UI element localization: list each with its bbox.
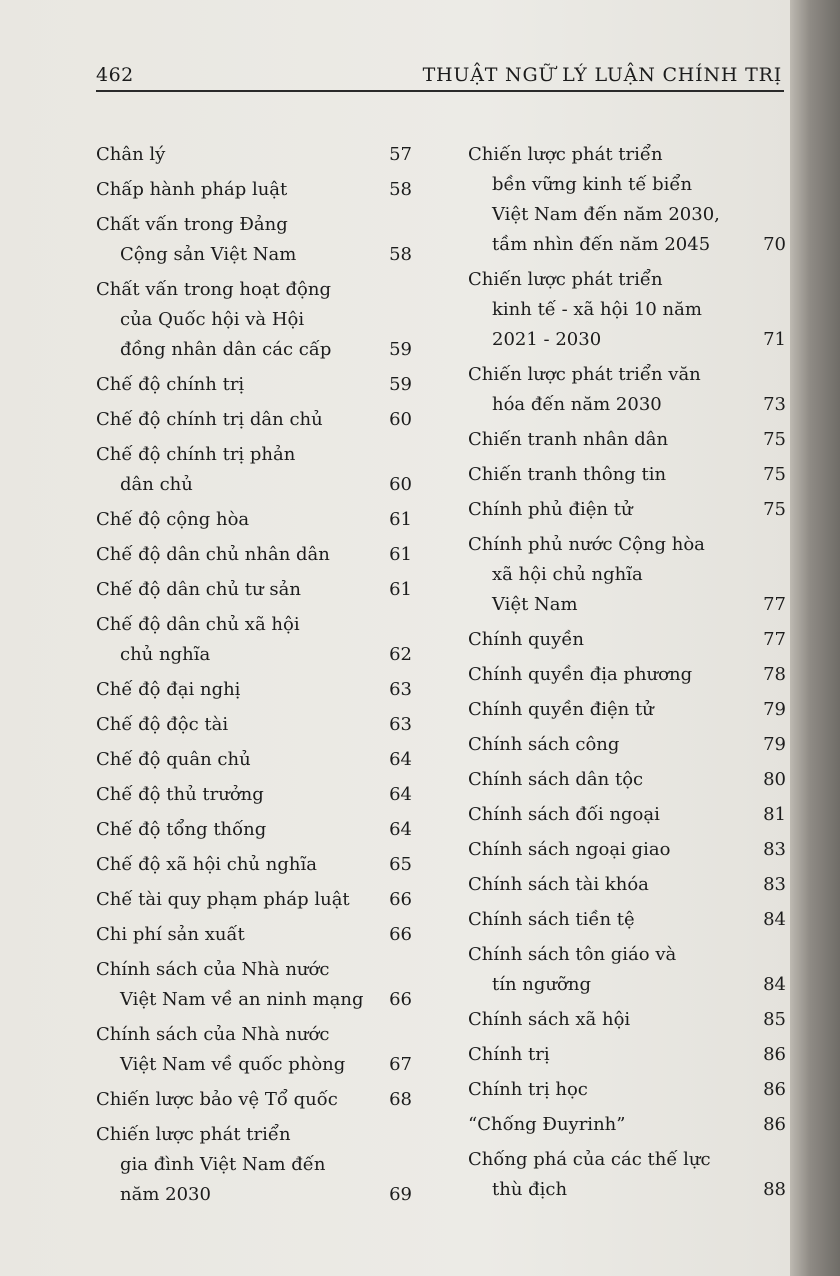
running-title: THUẬT NGỮ LÝ LUẬN CHÍNH TRỊ [422, 64, 782, 86]
index-entry [96, 175, 412, 205]
index-term [468, 495, 786, 525]
index-term-line: hóa đến năm 2030 [492, 394, 662, 415]
index-entry [96, 1020, 412, 1080]
index-entry [468, 140, 786, 260]
index-page-number: 63 [389, 679, 412, 700]
facing-page-edge [790, 0, 840, 1276]
index-term-line: Chiến lược phát triển [96, 1124, 291, 1145]
index-page-number: 86 [763, 1044, 786, 1065]
index-term [96, 275, 412, 365]
index-term [468, 730, 786, 760]
index-entry [468, 870, 786, 900]
index-page-number: 70 [763, 234, 786, 255]
index-page-number: 68 [389, 1089, 412, 1110]
index-term [468, 625, 786, 655]
index-page-number: 61 [389, 544, 412, 565]
index-entry [468, 495, 786, 525]
index-entry [96, 955, 412, 1015]
index-entry [468, 660, 786, 690]
index-term [468, 140, 786, 260]
index-entry [96, 885, 412, 915]
index-page-number: 80 [763, 769, 786, 790]
index-page-number: 69 [389, 1184, 412, 1205]
index-term-line: Chiến tranh thông tin [468, 464, 667, 485]
index-term-line: “Chống Đuyrinh” [468, 1114, 626, 1135]
index-entry [96, 440, 412, 500]
index-page-number: 66 [389, 889, 412, 910]
index-page-number: 59 [389, 339, 412, 360]
index-page-number: 85 [763, 1009, 786, 1030]
page-header [96, 50, 784, 92]
index-term-line: Chi phí sản xuất [96, 924, 245, 945]
index-term-line: Chế độ dân chủ xã hội [96, 614, 300, 635]
index-entry [96, 1085, 412, 1115]
index-entry [96, 745, 412, 775]
index-term [468, 265, 786, 355]
index-term [96, 710, 412, 740]
index-page-number: 88 [763, 1179, 786, 1200]
index-page-number: 60 [389, 409, 412, 430]
index-term-line: Chính quyền địa phương [468, 664, 693, 685]
index-term-line: bền vững kinh tế biển [492, 174, 693, 195]
index-term-line: kinh tế - xã hội 10 năm [492, 299, 702, 320]
index-term [96, 955, 412, 1015]
index-term [96, 1085, 412, 1115]
index-term-line: Chính sách tài khóa [468, 874, 649, 895]
index-entry [468, 905, 786, 935]
index-term-line: Chế độ dân chủ nhân dân [96, 544, 330, 565]
index-entry [96, 370, 412, 400]
index-entry [96, 275, 412, 365]
index-page-number: 58 [389, 179, 412, 200]
index-page-number: 62 [389, 644, 412, 665]
index-term-line: Việt Nam [492, 594, 578, 615]
index-page-number: 60 [389, 474, 412, 495]
index-entry [468, 730, 786, 760]
index-term [468, 460, 786, 490]
index-page-number: 58 [389, 244, 412, 265]
index-term-line: Chính sách của Nhà nước [96, 1024, 330, 1045]
index-term [96, 885, 412, 915]
index-entry [96, 210, 412, 270]
index-term [468, 905, 786, 935]
index-entry [96, 505, 412, 535]
index-term-line: Chế độ xã hội chủ nghĩa [96, 854, 317, 875]
index-term [468, 360, 786, 420]
index-term-line: Chính phủ nước Cộng hòa [468, 534, 705, 555]
index-page-number: 64 [389, 819, 412, 840]
index-entry [96, 675, 412, 705]
index-term [96, 575, 412, 605]
index-term [96, 610, 412, 670]
index-page-number: 66 [389, 924, 412, 945]
index-entry [468, 265, 786, 355]
index-term-line: đồng nhân dân các cấp [120, 339, 332, 360]
index-term-line: Chiến tranh nhân dân [468, 429, 669, 450]
index-entry [468, 1005, 786, 1035]
index-term-line: Chính trị [468, 1044, 550, 1065]
index-term-line: Chất vấn trong Đảng [96, 214, 288, 235]
index-term-line: Chân lý [96, 144, 166, 165]
index-entry [468, 695, 786, 725]
index-page-number: 65 [389, 854, 412, 875]
index-term-line: Chế độ chính trị phản [96, 444, 296, 465]
index-term [96, 440, 412, 500]
index-term-line: Chính sách của Nhà nước [96, 959, 330, 980]
index-term [96, 850, 412, 880]
index-entry [468, 360, 786, 420]
index-page-number: 75 [763, 429, 786, 450]
index-term [468, 1005, 786, 1035]
index-term [96, 745, 412, 775]
index-term [468, 940, 786, 1000]
index-term-line: tầm nhìn đến năm 2045 [492, 234, 711, 255]
index-entry [468, 1110, 786, 1140]
index-page-number: 83 [763, 839, 786, 860]
index-entry [468, 940, 786, 1000]
index-column-right [468, 140, 786, 1210]
index-page-number: 79 [763, 699, 786, 720]
index-page-number: 75 [763, 464, 786, 485]
index-page-number: 61 [389, 579, 412, 600]
index-entry [468, 460, 786, 490]
index-term-line: năm 2030 [120, 1184, 211, 1205]
index-term-line: Chính sách công [468, 734, 620, 755]
index-term-line: Chế độ độc tài [96, 714, 229, 735]
index-entry [468, 425, 786, 455]
index-term [96, 815, 412, 845]
index-entry [96, 540, 412, 570]
index-term-line: Chính sách tiền tệ [468, 909, 635, 930]
index-page-number: 81 [763, 804, 786, 825]
index-term [96, 505, 412, 535]
index-term-line: Chính sách xã hội [468, 1009, 631, 1030]
index-term-line: Chính sách đối ngoại [468, 804, 660, 825]
index-entry [96, 140, 412, 170]
index-term-line: 2021 - 2030 [492, 329, 602, 350]
index-term-line: Chính sách ngoại giao [468, 839, 671, 860]
index-term [96, 920, 412, 950]
index-entry [96, 815, 412, 845]
index-page-number: 67 [389, 1054, 412, 1075]
index-entry [468, 765, 786, 795]
index-page-number: 63 [389, 714, 412, 735]
index-term-line: của Quốc hội và Hội [120, 309, 305, 330]
index-term-line: Chế độ cộng hòa [96, 509, 250, 530]
index-term [468, 835, 786, 865]
index-page-number: 86 [763, 1079, 786, 1100]
index-term [96, 175, 412, 205]
index-term-line: Việt Nam về an ninh mạng [120, 989, 364, 1010]
index-term-line: Chống phá của các thế lực [468, 1149, 711, 1170]
index-term-line: chủ nghĩa [120, 644, 211, 665]
index-term-line: Chiến lược phát triển [468, 269, 663, 290]
index-page-number: 75 [763, 499, 786, 520]
index-page-number: 59 [389, 374, 412, 395]
index-term-line: Chất vấn trong hoạt động [96, 279, 331, 300]
index-page-number: 78 [763, 664, 786, 685]
index-term-line: Chế độ chính trị dân chủ [96, 409, 323, 430]
index-term [468, 870, 786, 900]
index-page-number: 64 [389, 784, 412, 805]
index-entry [468, 1040, 786, 1070]
index-term-line: Việt Nam đến năm 2030, [492, 204, 720, 225]
index-term-line: Chính phủ điện tử [468, 499, 633, 520]
index-term-line: Chính sách tôn giáo và [468, 944, 677, 965]
index-page-number: 64 [389, 749, 412, 770]
index-entry [468, 530, 786, 620]
index-page-number: 79 [763, 734, 786, 755]
index-term-line: Chế độ dân chủ tư sản [96, 579, 301, 600]
index-term-line: Chế độ tổng thống [96, 819, 267, 840]
index-term-line: Chế độ đại nghị [96, 679, 241, 700]
index-term [96, 210, 412, 270]
index-term [96, 540, 412, 570]
index-term-line: Chế độ quân chủ [96, 749, 251, 770]
index-term [96, 675, 412, 705]
index-term [96, 1020, 412, 1080]
index-term-line: gia đình Việt Nam đến [120, 1154, 326, 1175]
index-term-line: xã hội chủ nghĩa [492, 564, 643, 585]
index-entry [468, 625, 786, 655]
index-page-number: 84 [763, 909, 786, 930]
index-term-line: Việt Nam về quốc phòng [120, 1054, 346, 1075]
index-term [468, 530, 786, 620]
index-term [468, 765, 786, 795]
index-term [96, 405, 412, 435]
index-page-number: 73 [763, 394, 786, 415]
index-term-line: thù địch [492, 1179, 568, 1200]
index-page-number: 86 [763, 1114, 786, 1135]
index-term [96, 1120, 412, 1210]
index-entry [468, 1075, 786, 1105]
index-term-line: Chiến lược phát triển [468, 144, 663, 165]
index-term [468, 800, 786, 830]
index-term [468, 695, 786, 725]
index-term [468, 1145, 786, 1205]
index-page-number: 84 [763, 974, 786, 995]
index-entry [96, 710, 412, 740]
index-term [468, 1110, 786, 1140]
index-entry [96, 780, 412, 810]
index-term [468, 1075, 786, 1105]
index-column-left [96, 140, 412, 1215]
index-term [96, 780, 412, 810]
page-number: 462 [96, 64, 134, 86]
index-term-line: Chính trị học [468, 1079, 588, 1100]
index-term-line: Chế tài quy phạm pháp luật [96, 889, 350, 910]
index-page-number: 77 [763, 629, 786, 650]
index-term [96, 370, 412, 400]
index-page-number: 57 [389, 144, 412, 165]
index-entry [468, 800, 786, 830]
index-page-number: 71 [763, 329, 786, 350]
index-entry [96, 405, 412, 435]
index-term-line: Chiến lược phát triển văn [468, 364, 701, 385]
index-term-line: Chính quyền điện tử [468, 699, 654, 720]
index-term [468, 425, 786, 455]
index-term-line: dân chủ [120, 474, 193, 495]
index-term-line: Chính quyền [468, 629, 584, 650]
index-page-number: 77 [763, 594, 786, 615]
index-term [468, 660, 786, 690]
index-entry [96, 920, 412, 950]
index-term-line: Chấp hành pháp luật [96, 179, 288, 200]
index-term-line: Chế độ thủ trưởng [96, 784, 264, 805]
index-entry [96, 575, 412, 605]
index-term [96, 140, 412, 170]
index-entry [468, 1145, 786, 1205]
index-entry [96, 1120, 412, 1210]
index-term [468, 1040, 786, 1070]
index-page-number: 61 [389, 509, 412, 530]
index-term-line: Chính sách dân tộc [468, 769, 644, 790]
index-page-number: 66 [389, 989, 412, 1010]
index-term-line: Chiến lược bảo vệ Tổ quốc [96, 1089, 338, 1110]
index-entry [96, 610, 412, 670]
index-entry [96, 850, 412, 880]
index-term-line: Chế độ chính trị [96, 374, 245, 395]
index-page-number: 83 [763, 874, 786, 895]
index-entry [468, 835, 786, 865]
index-term-line: Cộng sản Việt Nam [120, 244, 297, 265]
index-term-line: tín ngưỡng [492, 974, 591, 995]
